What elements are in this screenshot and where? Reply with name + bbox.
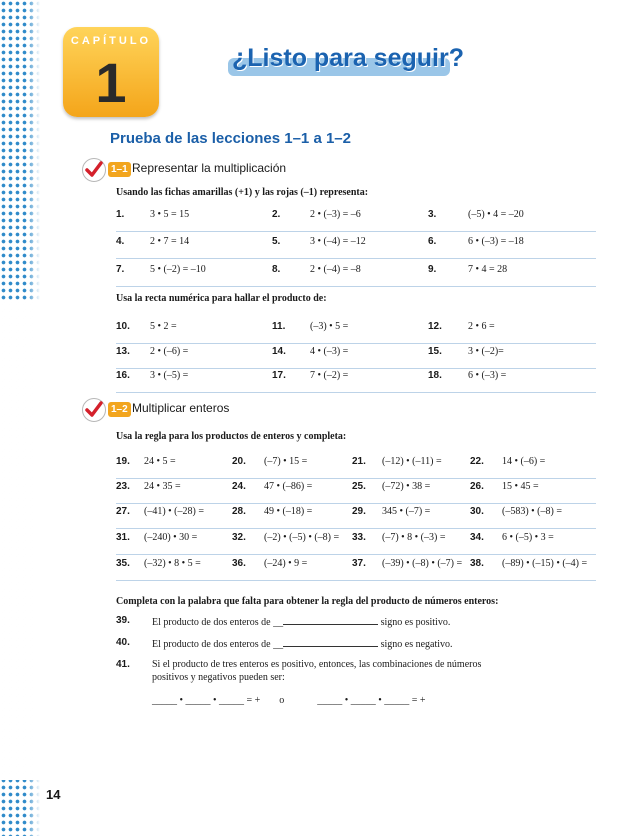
problem-number: 16.: [116, 370, 130, 381]
problem-row: [116, 370, 596, 393]
problem-expression: 24 • 5 =: [144, 456, 176, 467]
problem-number: 10.: [116, 321, 130, 332]
problem-number: 25.: [352, 481, 366, 492]
problem-number: 38.: [470, 558, 484, 569]
problem-number: 32.: [232, 532, 246, 543]
problem-number: 8.: [272, 264, 281, 275]
fill-in-text: [152, 637, 453, 650]
page-number: 14: [46, 787, 61, 802]
problem-expression: 6 • (–3) = –18: [468, 236, 524, 247]
problem-number: 41.: [116, 659, 130, 670]
problem-number: 2.: [272, 209, 281, 220]
problem-number: 4.: [116, 236, 125, 247]
answer-blank[interactable]: [283, 637, 378, 647]
problem-expression: (–7) • 15 =: [264, 456, 308, 467]
problem-expression: 47 • (–86) =: [264, 481, 313, 492]
problem-number: 12.: [428, 321, 442, 332]
problem-expression: 5 • (–2) = –10: [150, 264, 206, 275]
problem-number: 15.: [428, 346, 442, 357]
problem-expression: (–7) • 8 • (–3) =: [382, 532, 446, 543]
problem-expression: 2 • 6 =: [468, 321, 495, 332]
problem-expression: (–89) • (–15) • (–4) =: [502, 558, 588, 569]
instruction: Completa con la palabra que falta para obtener la regla del producto de números enteros:: [116, 596, 499, 607]
problem-row: [116, 456, 596, 479]
problem-number: 35.: [116, 558, 130, 569]
problem-number: 5.: [272, 236, 281, 247]
problem-number: 24.: [232, 481, 246, 492]
problem-expression: 2 • (–3) = –6: [310, 209, 361, 220]
problem-expression: (–12) • (–11) =: [382, 456, 442, 467]
problem-expression: (–72) • 38 =: [382, 481, 431, 492]
problem-number: 7.: [116, 264, 125, 275]
problem-expression: (–3) • 5 =: [310, 321, 349, 332]
problem-number: 26.: [470, 481, 484, 492]
problem-row: [116, 558, 596, 581]
problem-expression: 49 • (–18) =: [264, 506, 313, 517]
fill-in-line1: Si el producto de tres enteros es positivo, entonces, las combinaciones de números: [152, 659, 482, 670]
banner-title: ¿Listo para seguir?: [232, 44, 464, 72]
problem-expression: 2 • (–6) =: [150, 346, 189, 357]
problem-number: 30.: [470, 506, 484, 517]
problem-expression: 7 • 4 = 28: [468, 264, 508, 275]
problem-expression: (–583) • (–8) =: [502, 506, 562, 517]
problem-expression: 24 • 35 =: [144, 481, 181, 492]
checkmark-icon: [82, 398, 106, 422]
problem-row: [116, 264, 596, 287]
problem-number: 40.: [116, 637, 130, 648]
problem-expression: 14 • (–6) =: [502, 456, 546, 467]
section-title: Representar la multiplicación: [132, 161, 287, 175]
combination-blanks[interactable]: [152, 695, 426, 706]
problem-number: 20.: [232, 456, 246, 467]
instruction: Usa la recta numérica para hallar el producto de:: [116, 293, 327, 304]
fill-in-after: signo es positivo.: [380, 617, 451, 628]
problem-row: [116, 481, 596, 504]
answer-blank[interactable]: [283, 615, 378, 625]
combination-right[interactable]: _____ • _____ • _____ = +: [317, 695, 426, 706]
combination-or: o: [279, 695, 285, 706]
problem-number: 17.: [272, 370, 286, 381]
problem-row: [116, 506, 596, 529]
fill-in-text: [152, 615, 450, 628]
problem-expression: (–32) • 8 • 5 =: [144, 558, 201, 569]
combination-left[interactable]: _____ • _____ • _____ = +: [152, 695, 261, 706]
problem-expression: (–240) • 30 =: [144, 532, 198, 543]
problem-number: 34.: [470, 532, 484, 543]
instruction: Usando las fichas amarillas (+1) y las rojas (–1) representa:: [116, 187, 369, 198]
fill-in-before: El producto de dos enteros de __: [152, 617, 284, 628]
chapter-label: CAPÍTULO: [70, 35, 152, 47]
banner: [228, 44, 464, 84]
problem-number: 13.: [116, 346, 130, 357]
problem-expression: 3 • (–4) = –12: [310, 236, 366, 247]
problem-expression: 5 • 2 =: [150, 321, 177, 332]
problem-expression: 3 • (–2)=: [468, 346, 504, 357]
checkmark-icon: [82, 158, 106, 182]
problem-number: 9.: [428, 264, 437, 275]
problem-row: [116, 209, 596, 232]
problem-number: 1.: [116, 209, 125, 220]
problem-row: [116, 321, 596, 344]
problem-expression: (–41) • (–28) =: [144, 506, 204, 517]
problem-row: [116, 346, 596, 369]
problem-expression: (–39) • (–8) • (–7) =: [382, 558, 463, 569]
problem-expression: 345 • (–7) =: [382, 506, 431, 517]
problem-number: 23.: [116, 481, 130, 492]
problem-number: 11.: [272, 321, 286, 332]
problem-expression: (–2) • (–5) • (–8) =: [264, 532, 340, 543]
problem-expression: 4 • (–3) =: [310, 346, 349, 357]
problem-expression: (–5) • 4 = –20: [468, 209, 524, 220]
problem-number: 29.: [352, 506, 366, 517]
problem-number: 31.: [116, 532, 130, 543]
problem-row: [116, 532, 596, 555]
chapter-number: 1: [95, 51, 127, 114]
page-title: Prueba de las lecciones 1–1 a 1–2: [110, 130, 351, 147]
problem-number: 39.: [116, 615, 130, 626]
problem-row: [116, 236, 596, 259]
fill-in-after: signo es negativo.: [380, 639, 453, 650]
problem-number: 6.: [428, 236, 437, 247]
fill-in-before: El producto de dos enteros de __: [152, 639, 284, 650]
problem-number: 3.: [428, 209, 437, 220]
problem-expression: 7 • (–2) =: [310, 370, 349, 381]
page-dot-border-fade: [26, 0, 40, 836]
problem-number: 33.: [352, 532, 366, 543]
problem-number: 36.: [232, 558, 246, 569]
problem-number: 28.: [232, 506, 246, 517]
problem-expression: 2 • (–4) = –8: [310, 264, 361, 275]
problem-number: 14.: [272, 346, 286, 357]
problem-expression: (–24) • 9 =: [264, 558, 308, 569]
problem-expression: 6 • (–5) • 3 =: [502, 532, 554, 543]
instruction: Usa la regla para los productos de enteros y completa:: [116, 431, 347, 442]
problem-expression: 15 • 45 =: [502, 481, 539, 492]
fill-in-line2: positivos y negativos pueden ser:: [152, 672, 285, 683]
problem-expression: 2 • 7 = 14: [150, 236, 190, 247]
problem-number: 27.: [116, 506, 130, 517]
chapter-badge: [63, 27, 159, 117]
problem-number: 37.: [352, 558, 366, 569]
lesson-badge: 1–1: [108, 162, 131, 177]
problem-number: 22.: [470, 456, 484, 467]
problem-number: 19.: [116, 456, 130, 467]
problem-expression: 3 • (–5) =: [150, 370, 189, 381]
problem-expression: 3 • 5 = 15: [150, 209, 190, 220]
problem-number: 21.: [352, 456, 366, 467]
section-title: Multiplicar enteros: [132, 401, 230, 415]
lesson-badge: 1–2: [108, 402, 131, 417]
problem-number: 18.: [428, 370, 442, 381]
problem-expression: 6 • (–3) =: [468, 370, 507, 381]
